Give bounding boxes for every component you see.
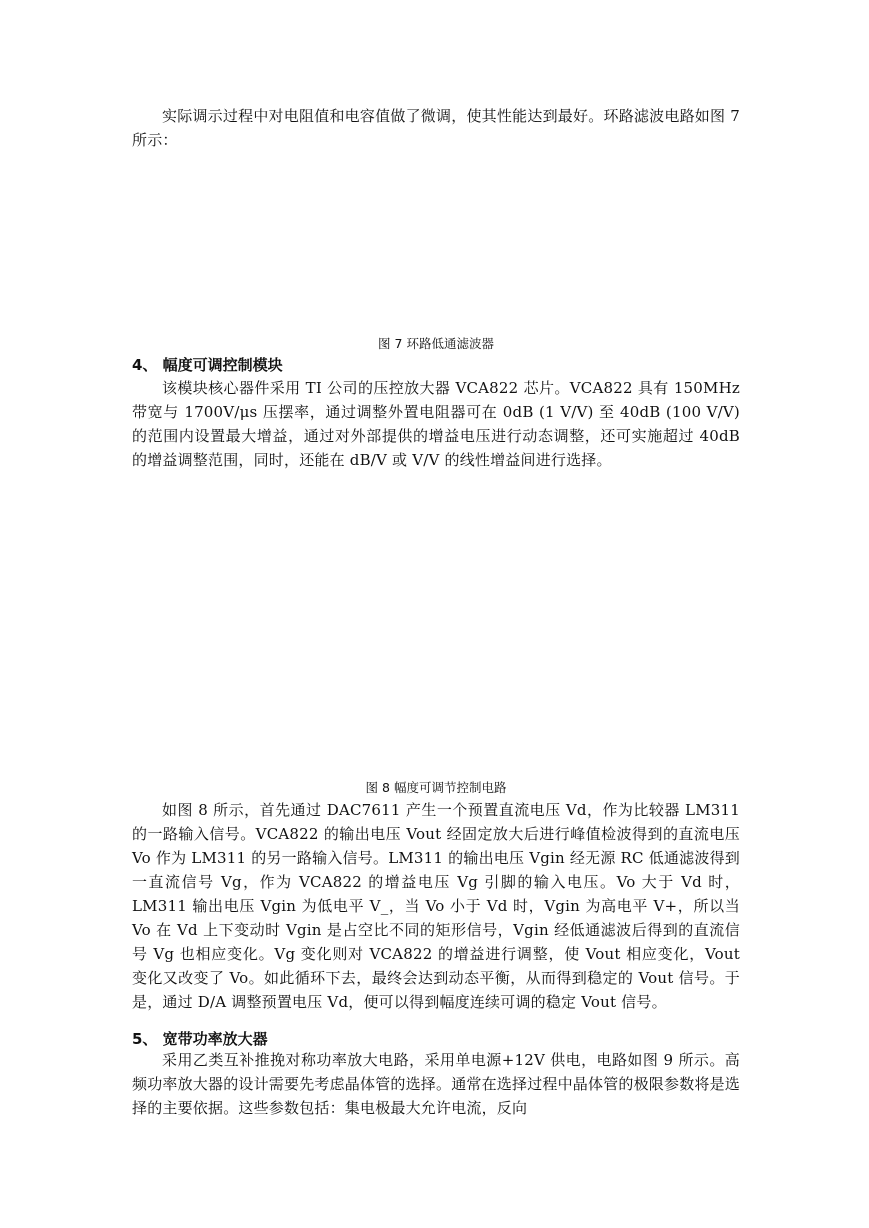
section-4-heading: 4、 幅度可调控制模块 xyxy=(132,356,283,374)
paragraph-vca822-description: 该模块核心器件采用 TI 公司的压控放大器 VCA822 芯片。VCA822 具有 150MHz 带宽与 1700V/μs 压摆率，通过调整外置电阻器可在 0dB (1 V/V) 至 40dB (100 V/V) 的范围内设置最大增益，通过对外部提供的增益电压进行动态调整，还可实施超过 40dB 的增益调整范围，同时，还能在 dB/V 或 V/V 的线性增益间进行选择。 xyxy=(132,379,740,469)
paragraph-loop-filter-intro: 实际调示过程中对电阻值和电容值做了微调，使其性能达到最好。环路滤波电路如图 7 所示： xyxy=(132,107,740,149)
paragraph-control-loop-description: 如图 8 所示，首先通过 DAC7611 产生一个预置直流电压 Vd，作为比较器 LM311 的一路输入信号。VCA822 的输出电压 Vout 经固定放大后进行峰值检波得到的直流电压 Vo 作为 LM311 的另一路输入信号。LM311 的输出电压 Vgin 经无源 RC 低通滤波得到一直流信号 Vg，作为 VCA822 的增益电压 Vg 引脚的输入电压。Vo 大于 Vd 时，LM311 输出电压 Vgin 为低电平 V_，当 Vo 小于 Vd 时，Vgin 为高电平 V+，所以当 Vo 在 Vd 上下变动时 Vgin 是占空比不同的矩形信号，Vgin 经低通滤波后得到的直流信号 Vg 也相应变化。Vg 变化则对 VCA822 的增益进行调整，使 Vout 相应变化，Vout 变化又改变了 Vo。如此循环下去，最终会达到动态平衡，从而得到稳定的 Vout 信号。于是，通过 D/A 调整预置电压 Vd，便可以得到幅度连续可调的稳定 Vout 信号。 xyxy=(132,801,740,1011)
figure-8-caption: 图 8 幅度可调节控制电路 xyxy=(365,780,507,795)
figure-7-area xyxy=(132,156,740,332)
figure-8-area xyxy=(132,500,740,772)
figure-7-caption: 图 7 环路低通滤波器 xyxy=(378,336,494,351)
paragraph-power-amplifier: 采用乙类互补推挽对称功率放大电路，采用单电源+12V 供电，电路如图 9 所示。高频功率放大器的设计需要先考虑晶体管的选择。通常在选择过程中晶体管的极限参数将是选择的主要依据。这些参数包括：集电极最大允许电流，反向 xyxy=(132,1051,741,1117)
section-5-heading: 5、 宽带功率放大器 xyxy=(132,1030,268,1048)
